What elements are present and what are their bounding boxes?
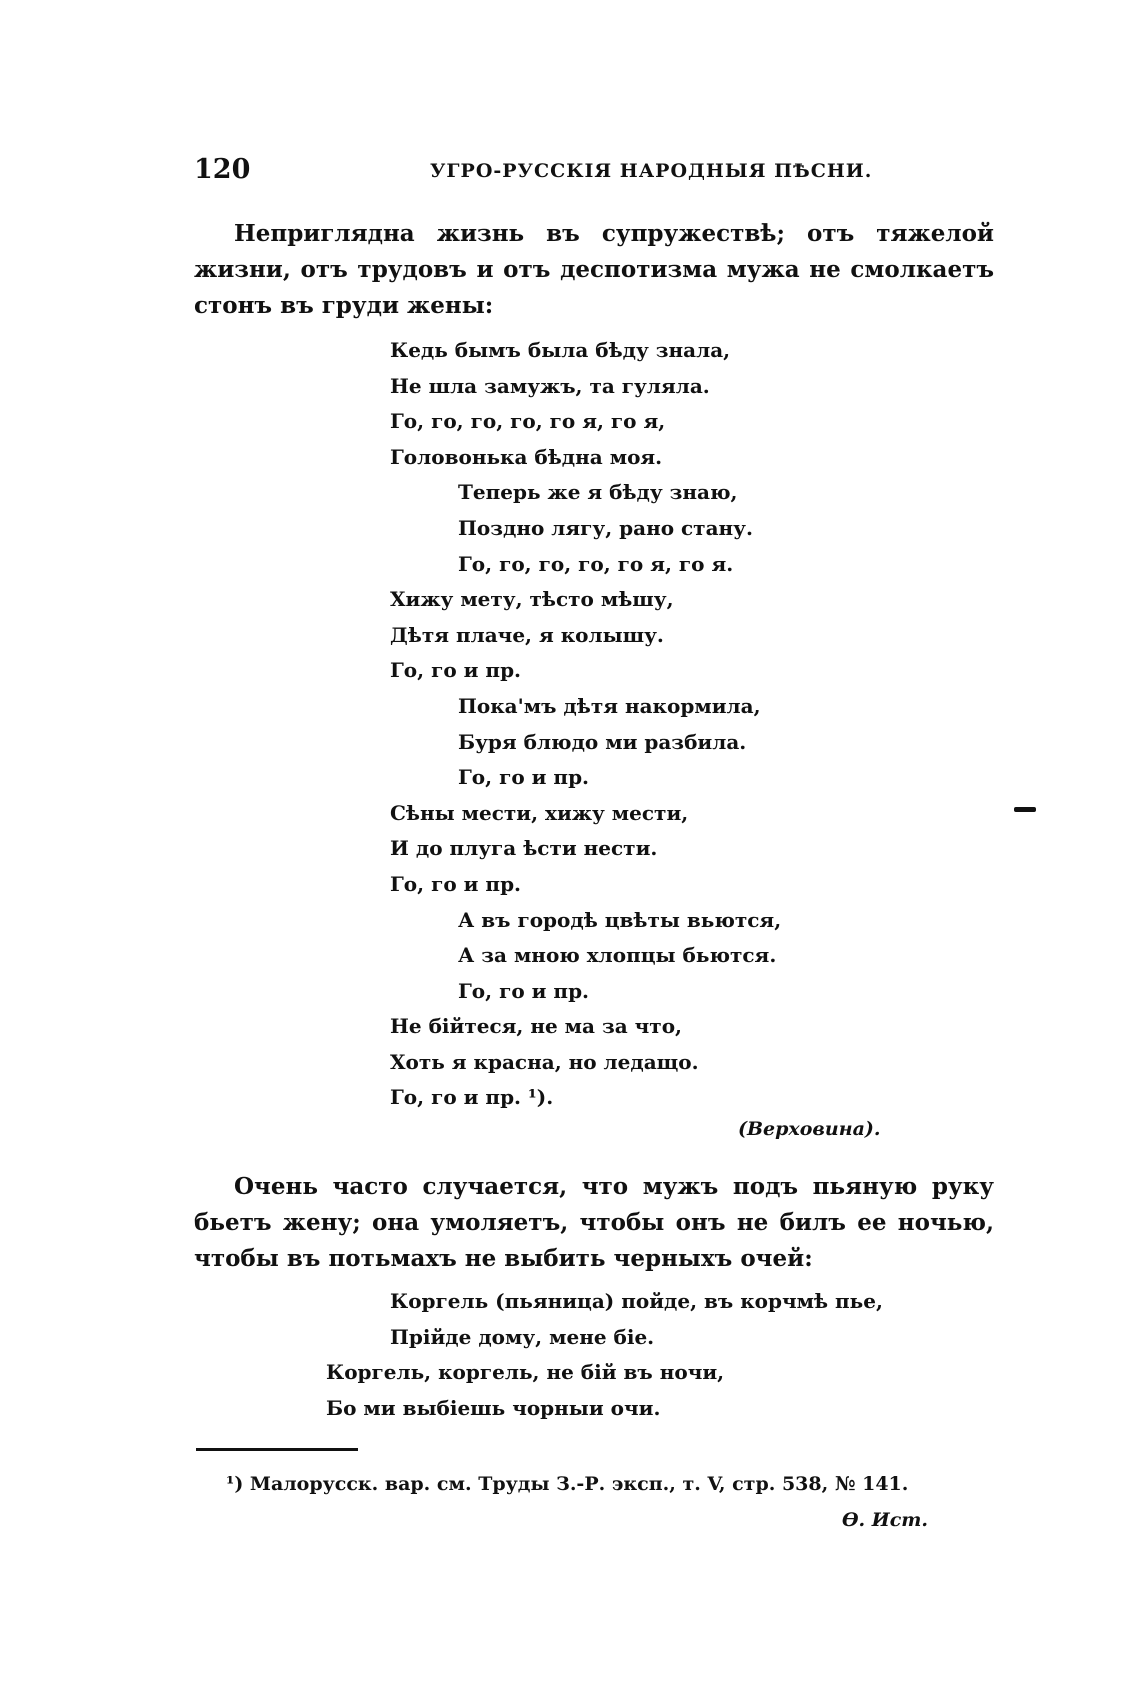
verse-line: И до плуга ѣсти нести. (390, 836, 658, 861)
verse-line: Поздно лягу, рано стану. (458, 515, 753, 540)
verse-line: А за мною хлопцы бьются. (458, 943, 777, 968)
song-source: (Верховина). (738, 1118, 881, 1140)
verse-line: Буря блюдо ми разбила. (458, 729, 747, 754)
verse-line: Го, го и пр. (458, 765, 590, 790)
verse-line: Не бійтеся, не ма за что, (390, 1014, 682, 1039)
verse-line: Прійде дому, мене біе. (390, 1324, 655, 1349)
margin-mark (1014, 807, 1036, 812)
footnote: ¹) Малорусск. вар. см. Труды З.-Р. эксп., т. V, стр. 538, № 141. (226, 1473, 909, 1495)
running-title: УГРО-РУССКІЯ НАРОДНЫЯ ПѢСНИ. (430, 160, 873, 182)
verse-line: Головонька бѣдна моя. (390, 444, 663, 469)
song-2-verse (326, 1284, 883, 1426)
verse-line: Го, го и пр. (390, 658, 522, 683)
verse-line: Го, го и пр. ¹). (390, 1085, 554, 1110)
verse-line: Теперь же я бѣду знаю, (458, 480, 738, 505)
verse-line: Не шла замужъ, та гуляла. (390, 373, 710, 398)
verse-line: Дѣтя плаче, я колышу. (390, 622, 664, 647)
second-paragraph: Очень часто случается, что мужъ подъ пьяную руку бьетъ жену; она умоляетъ, чтобы онъ не билъ ее ночью, чтобы въ потьмахъ не выбить черныхъ очей: (194, 1173, 994, 1272)
running-header (190, 154, 990, 190)
verse-line: Го, го и пр. (458, 978, 590, 1003)
verse-line: Сѣны мести, хижу мести, (390, 800, 689, 825)
verse-line: Пока'мъ дѣтя накормила, (458, 693, 761, 718)
verse-line: Бо ми выбіешь чорныи очи. (326, 1395, 661, 1420)
verse-line: Го, го и пр. (390, 871, 522, 896)
footnote-signature: Ѳ. Ист. (842, 1509, 929, 1531)
verse-line: Го, го, го, го, го я, го я. (458, 551, 734, 576)
page-number: 120 (194, 154, 251, 185)
verse-line: Коргель (пьяница) пойде, въ корчмѣ пье, (390, 1289, 883, 1313)
verse-line: А въ городѣ цвѣты вьются, (458, 907, 782, 932)
verse-line: Хижу мету, тѣсто мѣшу, (390, 587, 674, 612)
intro-paragraph: Неприглядна жизнь въ супружествѣ; отъ тяжелой жизни, отъ трудовъ и отъ деспотизма мужа не смолкаетъ стонъ въ груди жены: (194, 220, 994, 319)
verse-line: Го, го, го, го, го я, го я, (390, 409, 666, 434)
verse-line: Кедь бымъ была бѣду знала, (390, 338, 731, 362)
verse-line: Хоть я красна, но ледащо. (390, 1049, 699, 1074)
verse-line: Коргель, коргель, не бій въ ночи, (326, 1360, 725, 1385)
song-1-verse (390, 333, 781, 1116)
footnote-rule (196, 1448, 358, 1451)
